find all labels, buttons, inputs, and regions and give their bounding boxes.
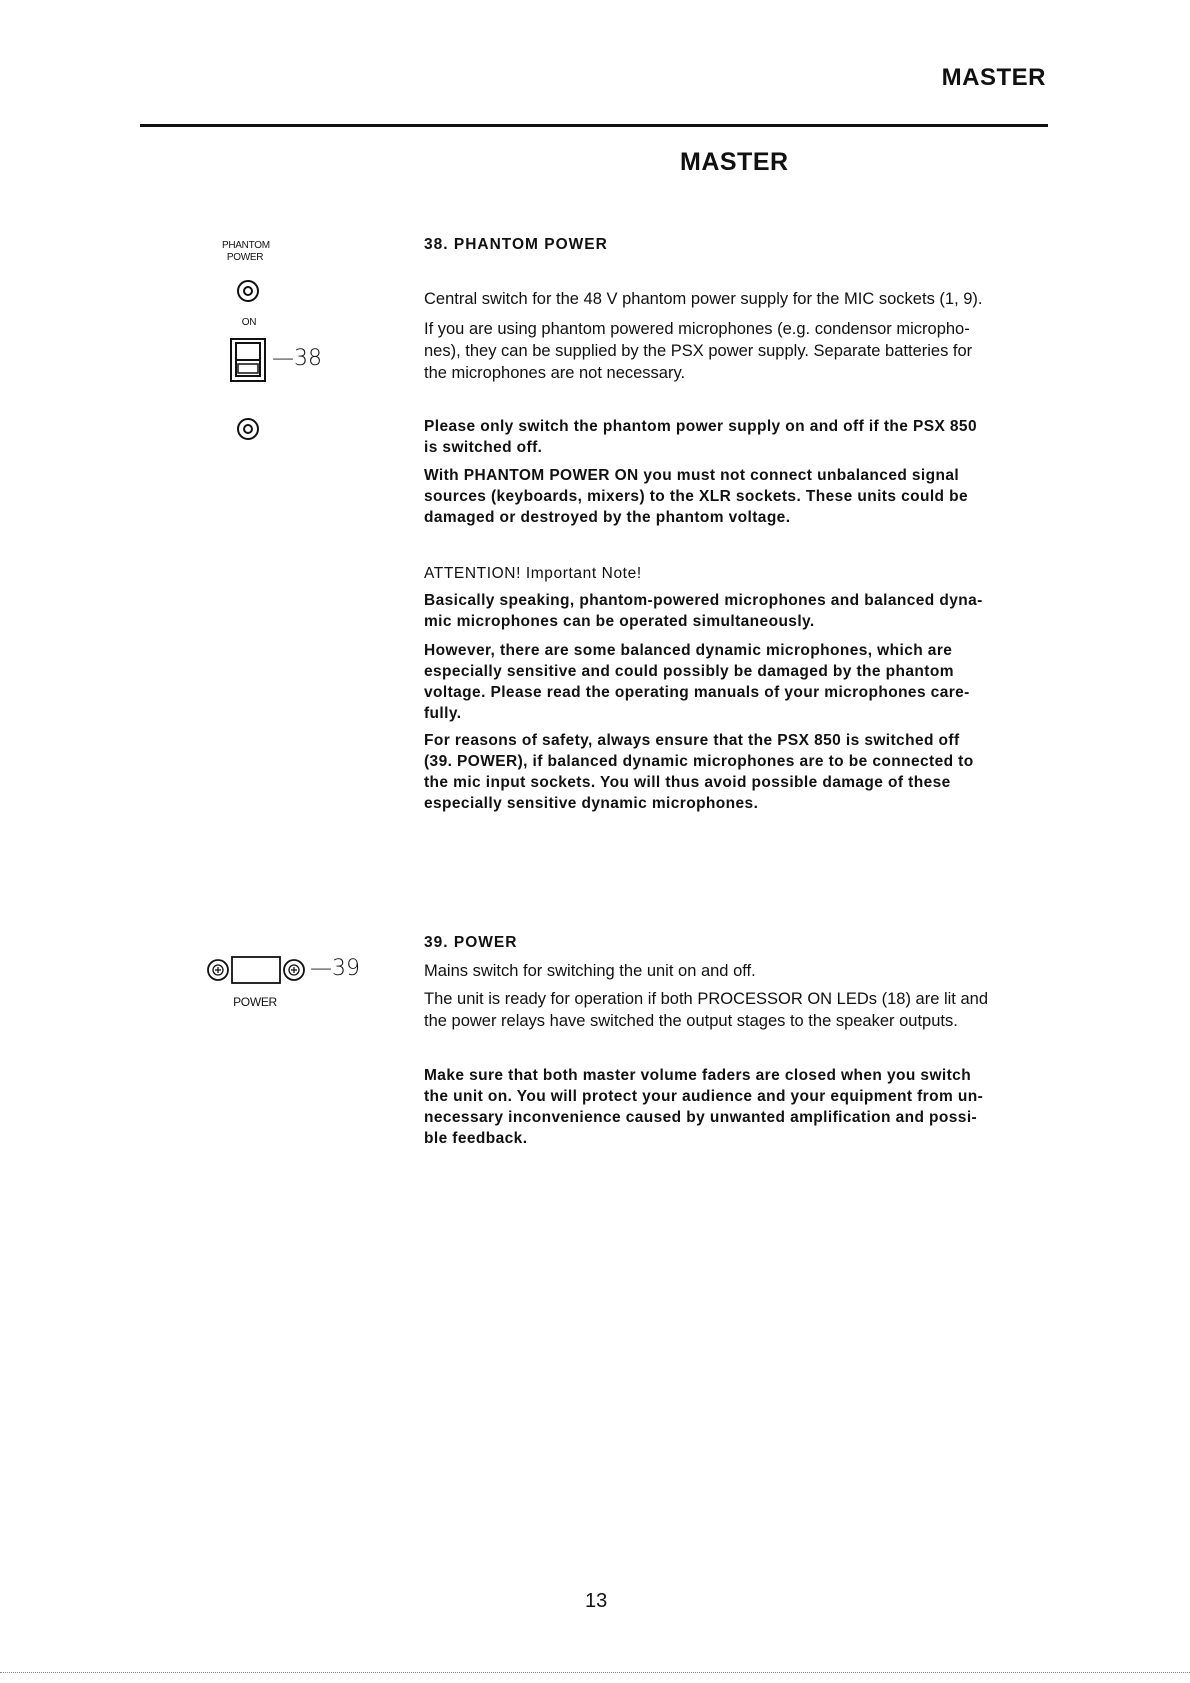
- attention-paragraph-3: [424, 730, 1044, 814]
- on-label: ON: [241, 317, 257, 328]
- callout-39: —39: [310, 956, 360, 981]
- phantom-switch-icon: [230, 338, 270, 384]
- attention-line: especially sensitive and could possibly be damaged by the phantom: [424, 663, 954, 680]
- phantom-lower-screw-icon: [237, 418, 259, 440]
- callout-38: —38: [272, 346, 322, 371]
- section-38-warning-unbalanced: [424, 465, 1044, 528]
- attention-line: voltage. Please read the operating manuals of your microphones care-: [424, 684, 970, 701]
- paragraph: Central switch for the 48 V phantom power supply for the MIC sockets (1, 9).: [424, 290, 983, 308]
- page-number: 13: [585, 1590, 608, 1612]
- attention-line: especially sensitive dynamic microphones.: [424, 795, 759, 812]
- section-39-warning: [424, 1065, 1044, 1149]
- warning-line: sources (keyboards, mixers) to the XLR sockets. These units could be: [424, 488, 969, 505]
- warning-line: Make sure that both master volume faders are closed when you switch: [424, 1067, 972, 1084]
- warning-line: ble feedback.: [424, 1130, 528, 1147]
- paragraph: Mains switch for switching the unit on and off.: [424, 962, 756, 980]
- phantom-label: [222, 240, 268, 264]
- paragraph-line: nes), they can be supplied by the PSX power supply. Separate batteries for: [424, 342, 973, 360]
- power-label: POWER: [233, 995, 277, 1009]
- attention-line: fully.: [424, 705, 462, 722]
- attention-paragraph-2: [424, 640, 1044, 724]
- attention-line: (39. POWER), if balanced dynamic microphones are to be connected to: [424, 753, 974, 770]
- section-title: MASTER: [680, 148, 789, 176]
- section-39-description: [424, 960, 1044, 982]
- paragraph-line: the power relays have switched the output stages to the speaker outputs.: [424, 1012, 958, 1030]
- attention-line: Basically speaking, phantom-powered microphones and balanced dyna-: [424, 592, 983, 609]
- attention-heading: ATTENTION! Important Note!: [424, 565, 642, 582]
- warning-line: With PHANTOM POWER ON you must not connect unbalanced signal: [424, 467, 960, 484]
- section-38-heading: 38. PHANTOM POWER: [424, 236, 608, 253]
- paragraph-line: the microphones are not necessary.: [424, 364, 686, 382]
- attention-paragraph-1: [424, 590, 1044, 632]
- phantom-label-line1: PHANTOM: [222, 240, 270, 251]
- warning-line: necessary inconvenience caused by unwanted amplification and possi-: [424, 1109, 978, 1126]
- footer-divider: [0, 1672, 1190, 1673]
- section-39-heading: 39. POWER: [424, 934, 518, 951]
- attention-line: For reasons of safety, always ensure that the PSX 850 is switched off: [424, 732, 960, 749]
- warning-line: Please only switch the phantom power supply on and off if the PSX 850: [424, 418, 977, 435]
- attention-line: mic microphones can be operated simultaneously.: [424, 613, 815, 630]
- power-switch-icon: [206, 954, 306, 986]
- warning-line: is switched off.: [424, 439, 543, 456]
- header-divider: [140, 124, 1048, 127]
- section-38-supply-note: [424, 318, 1044, 384]
- section-38-description: [424, 288, 1044, 310]
- section-38-warning-switch: [424, 416, 1044, 458]
- paragraph-line: The unit is ready for operation if both PROCESSOR ON LEDs (18) are lit and: [424, 990, 988, 1008]
- section-39-ready-note: [424, 988, 1044, 1032]
- phantom-label-line2: POWER: [226, 252, 264, 263]
- warning-line: the unit on. You will protect your audience and your equipment from un-: [424, 1088, 984, 1105]
- attention-line: the mic input sockets. You will thus avoid possible damage of these: [424, 774, 951, 791]
- header-title: MASTER: [941, 64, 1046, 91]
- phantom-upper-screw-icon: [237, 280, 259, 302]
- paragraph-line: If you are using phantom powered microphones (e.g. condensor micropho-: [424, 320, 970, 338]
- attention-line: However, there are some balanced dynamic microphones, which are: [424, 642, 953, 659]
- warning-line: damaged or destroyed by the phantom voltage.: [424, 509, 791, 526]
